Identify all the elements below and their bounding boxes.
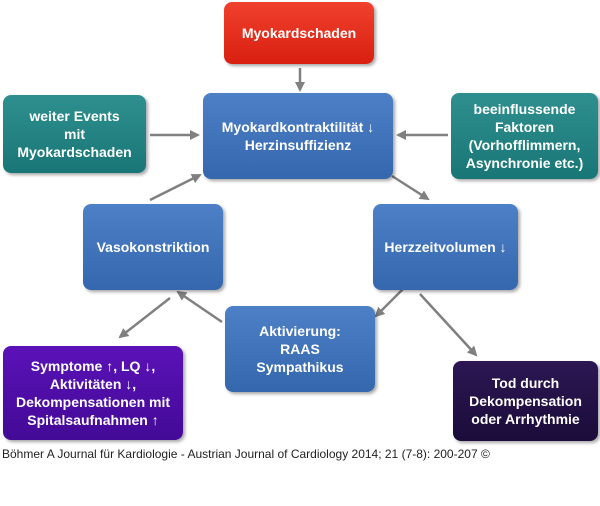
node-label-line: beeinflussende <box>473 101 576 117</box>
node-label-line: Sympathikus <box>256 359 344 375</box>
node-label-line: Myokardschaden <box>17 144 132 160</box>
node-label-line: oder Arrhythmie <box>471 411 580 427</box>
citation-footer: Böhmer A Journal für Kardiologie - Austrian Journal of Cardiology 2014; 21 (7-8): 200-207 © <box>2 447 490 461</box>
node-label-line: Faktoren <box>494 119 555 135</box>
node-label-line: Aktivitäten ↓, <box>49 376 137 392</box>
further-events-box <box>3 95 146 173</box>
node-label-line: Asynchronie etc.) <box>465 155 584 171</box>
node-label-line: Vasokonstriktion <box>96 239 210 255</box>
node-label-line: Dekompensation <box>469 393 582 409</box>
node-label-line: Aktivierung: <box>259 323 341 339</box>
node-label-line: Herzinsuffizienz <box>244 137 352 153</box>
vasoconstriction-box <box>83 204 223 290</box>
arrow-vasoconstriction-to-contractility <box>150 175 200 200</box>
node-label-line: Dekompensationen mit <box>15 394 171 410</box>
node-label-line: Myokardkontraktilität ↓ <box>221 119 375 135</box>
arrow-contractility-to-output <box>392 176 428 199</box>
arrow-output-to-activation <box>376 288 404 316</box>
contractility-box <box>203 93 393 179</box>
myocardial-damage-box <box>224 2 374 64</box>
node-label-line: Tod durch <box>491 375 560 391</box>
node-label-line: Spitalsaufnahmen ↑ <box>27 412 159 428</box>
death-box <box>453 361 598 441</box>
node-label-line: (Vorhofflimmern, <box>468 137 581 153</box>
node-label-line: weiter Events <box>29 108 120 124</box>
node-label-line: RAAS <box>280 341 320 357</box>
arrow-activation-to-symptoms <box>120 298 170 337</box>
cardiac-output-box <box>373 204 518 290</box>
influencing-factors-box <box>451 93 598 179</box>
node-label-line: Myokardschaden <box>241 25 357 41</box>
node-label-line: mit <box>64 126 85 142</box>
activation-box <box>225 306 375 392</box>
node-label-line: Herzzeitvolumen ↓ <box>384 239 507 255</box>
node-label-line: Symptome ↑, LQ ↓, <box>30 358 156 374</box>
symptoms-box <box>3 346 183 440</box>
arrow-activation-to-vasoconstriction <box>178 292 222 322</box>
arrow-output-to-death <box>420 294 476 355</box>
